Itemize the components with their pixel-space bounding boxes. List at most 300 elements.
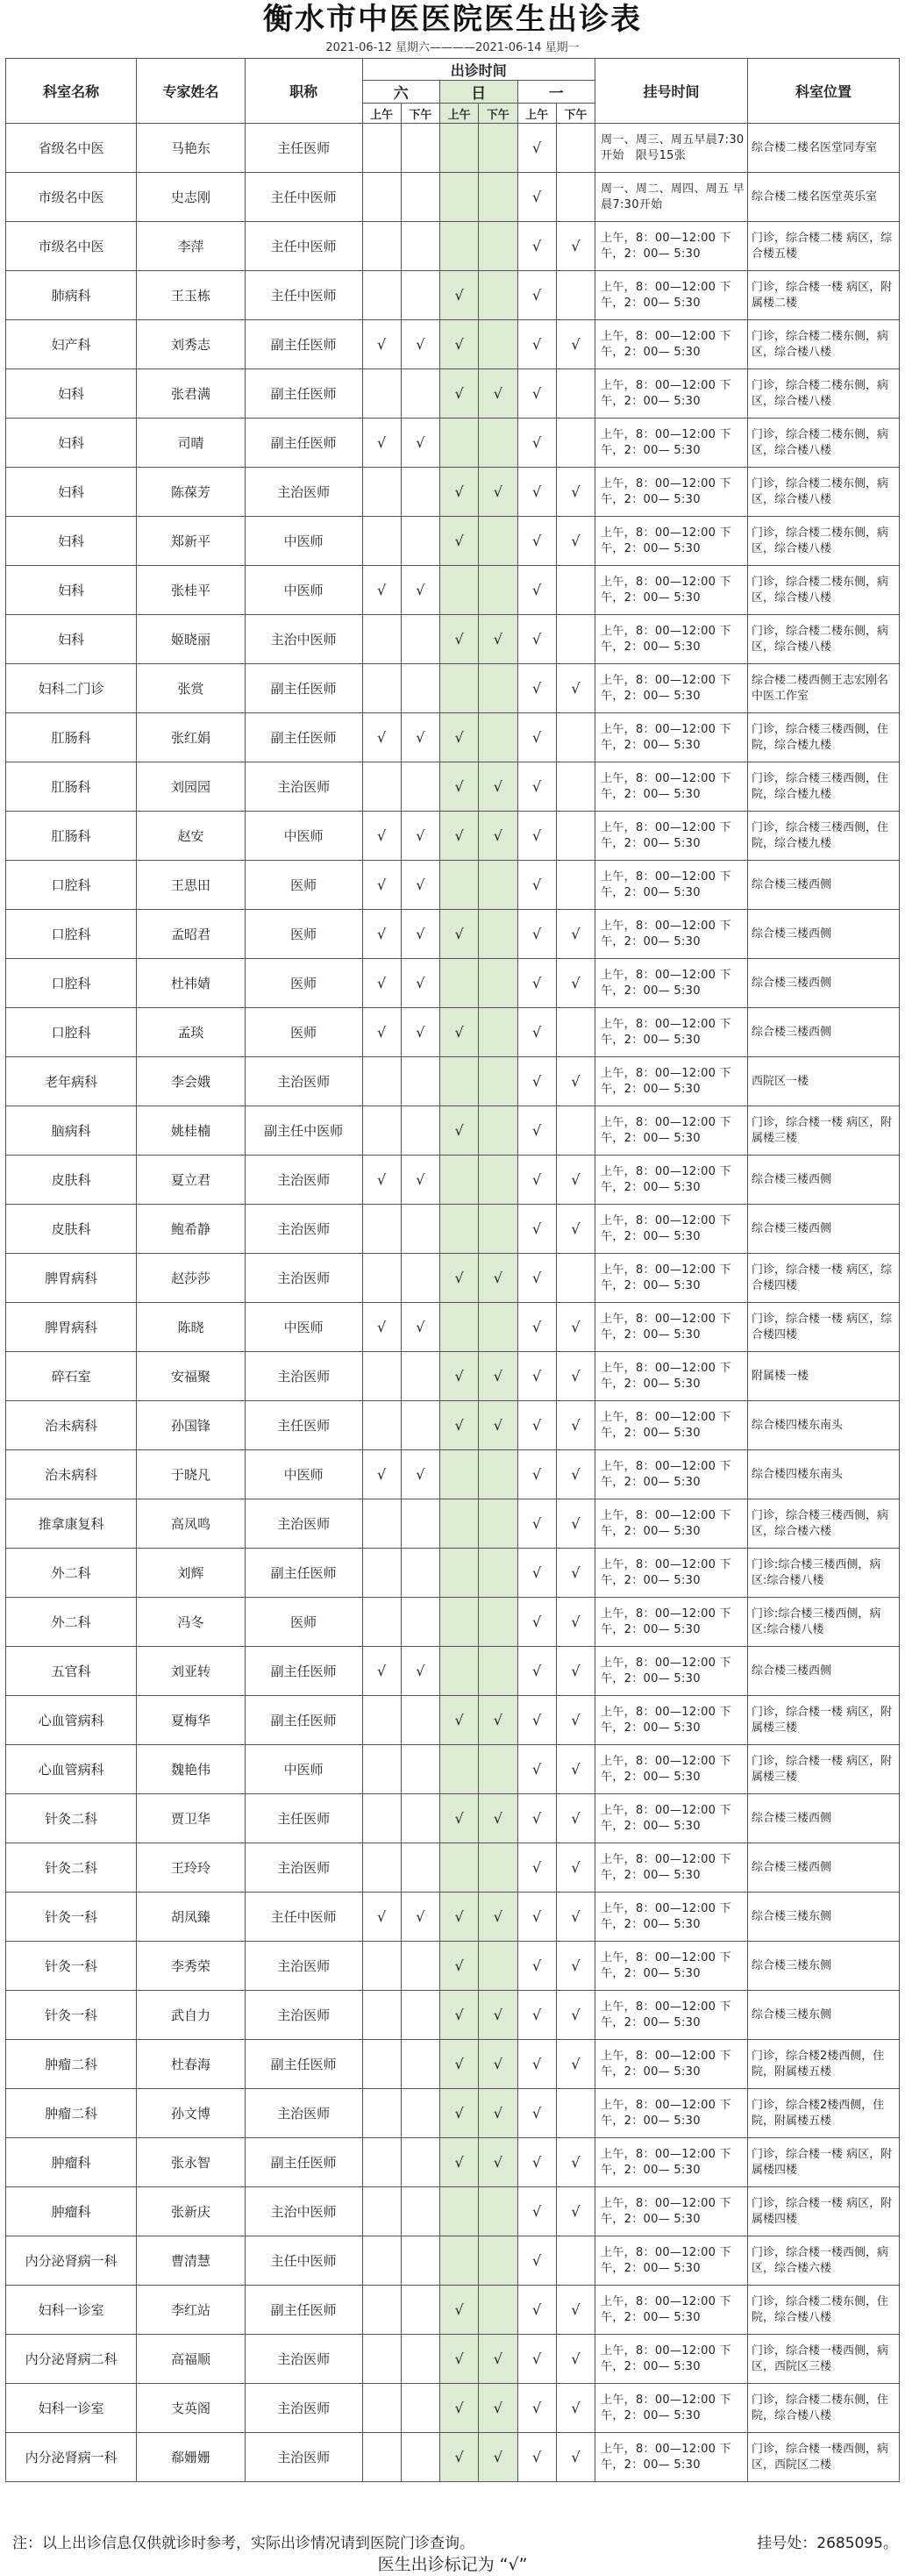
location-cell: 门诊，综合楼二楼东侧，病区，综合楼八楼 [748, 517, 900, 566]
slot-mon-am-cell: √ [517, 369, 556, 419]
slot-sun-pm-cell: √ [479, 1696, 517, 1745]
reg-time-cell: 上午，8：00—12:00 下午，2：00— 5:30 [595, 1598, 748, 1647]
slot-sun-pm-cell [479, 124, 517, 173]
doctor-cell: 郑新平 [137, 517, 246, 566]
table-row [6, 1549, 900, 1598]
slot-mon-pm-cell: √ [556, 1205, 595, 1254]
dept-cell: 口腔科 [6, 910, 137, 959]
location-cell: 门诊，综合楼一楼西侧，病区，西院区三楼 [748, 2335, 900, 2384]
slot-mon-pm-cell: √ [556, 2286, 595, 2335]
table-row [6, 1352, 900, 1401]
slot-mon-am-cell: √ [517, 2384, 556, 2433]
slot-sun-am-cell [440, 1745, 479, 1794]
slot-sat-am-cell [362, 615, 401, 664]
slot-sun-pm-cell [479, 2286, 517, 2335]
slot-sun-am-cell [440, 1303, 479, 1352]
reg-time-cell: 上午，8：00—12:00 下午，2：00— 5:30 [595, 2138, 748, 2187]
slot-mon-pm-cell: √ [556, 2384, 595, 2433]
rank-cell: 中医师 [245, 1303, 362, 1352]
dept-cell: 针灸二科 [6, 1843, 137, 1893]
reg-time-cell: 上午，8：00—12:00 下午，2：00— 5:30 [595, 1843, 748, 1893]
location-cell: 门诊，综合楼一楼 病区，附属楼三楼 [748, 1106, 900, 1156]
slot-sat-pm-cell [401, 1843, 439, 1893]
dept-cell: 外二科 [6, 1598, 137, 1647]
table-row [6, 173, 900, 222]
table-row [6, 566, 900, 615]
rank-cell: 主任医师 [245, 1794, 362, 1843]
slot-sun-pm-cell: √ [479, 1893, 517, 1942]
slot-mon-am-cell: √ [517, 1008, 556, 1057]
location-cell: 门诊，综合楼三楼西侧，住院，综合楼九楼 [748, 713, 900, 762]
slot-sun-pm-cell [479, 1942, 517, 1991]
slot-sun-pm-cell: √ [479, 1254, 517, 1303]
rank-cell: 副主任医师 [245, 419, 362, 468]
reg-time-cell: 上午，8：00—12:00 下午，2：00— 5:30 [595, 468, 748, 517]
page-title: 衡水市中医医院医生出诊表 [263, 2, 642, 37]
table-row [6, 2384, 900, 2433]
slot-sun-pm-cell [479, 959, 517, 1008]
slot-sun-am-cell: √ [440, 1991, 479, 2040]
table-row [6, 124, 900, 173]
slot-mon-pm-cell: √ [556, 1057, 595, 1106]
slot-sun-am-cell [440, 1450, 479, 1499]
slot-sat-am-cell [362, 271, 401, 320]
slot-sat-pm-cell [401, 2286, 439, 2335]
slot-sun-pm-cell [479, 1745, 517, 1794]
slot-mon-pm-cell: √ [556, 2433, 595, 2482]
dept-cell: 妇科一诊室 [6, 2286, 137, 2335]
doctor-cell: 赵安 [137, 812, 246, 861]
slot-mon-pm-cell: √ [556, 1450, 595, 1499]
rank-cell: 主治医师 [245, 762, 362, 812]
header-doctor: 专家姓名 [137, 59, 246, 124]
slot-sat-pm-cell [401, 1696, 439, 1745]
slot-sun-am-cell: √ [440, 2286, 479, 2335]
header-dept: 科室名称 [6, 59, 137, 124]
header-mon-pm: 下午 [556, 104, 595, 124]
location-cell: 综合楼三楼西侧 [748, 1205, 900, 1254]
slot-sun-pm-cell: √ [479, 812, 517, 861]
slot-sun-am-cell: √ [440, 713, 479, 762]
table-row [6, 664, 900, 713]
header-sun-am: 上午 [440, 104, 479, 124]
slot-sun-am-cell: √ [440, 1254, 479, 1303]
table-row [6, 419, 900, 468]
date-range: 2021-06-12 星期六————2021-06-14 星期一 [325, 41, 580, 54]
footer-legend: 医生出诊标记为 “√” [377, 2555, 528, 2574]
slot-sat-am-cell: √ [362, 1893, 401, 1942]
slot-mon-am-cell: √ [517, 1106, 556, 1156]
dept-cell: 妇科二门诊 [6, 664, 137, 713]
rank-cell: 主治医师 [245, 1254, 362, 1303]
slot-mon-am-cell: √ [517, 2286, 556, 2335]
doctor-cell: 姬晓丽 [137, 615, 246, 664]
rank-cell: 医师 [245, 1008, 362, 1057]
slot-mon-pm-cell: √ [556, 2138, 595, 2187]
dept-cell: 针灸一科 [6, 1893, 137, 1942]
rank-cell: 主治医师 [245, 2089, 362, 2138]
doctor-cell: 李红站 [137, 2286, 246, 2335]
slot-sat-am-cell [362, 124, 401, 173]
slot-sat-am-cell [362, 2187, 401, 2236]
slot-mon-pm-cell [556, 2236, 595, 2286]
rank-cell: 主任中医师 [245, 2236, 362, 2286]
slot-sun-am-cell: √ [440, 1008, 479, 1057]
slot-mon-pm-cell: √ [556, 1843, 595, 1893]
rank-cell: 主治医师 [245, 2384, 362, 2433]
reg-time-cell: 上午，8：00—12:00 下午，2：00— 5:30 [595, 2236, 748, 2286]
slot-sat-pm-cell: √ [401, 812, 439, 861]
table-row [6, 713, 900, 762]
slot-sun-am-cell: √ [440, 517, 479, 566]
slot-mon-am-cell: √ [517, 517, 556, 566]
table-row [6, 1254, 900, 1303]
reg-time-cell: 上午，8：00—12:00 下午，2：00— 5:30 [595, 222, 748, 271]
slot-sat-pm-cell: √ [401, 713, 439, 762]
dept-cell: 肺病科 [6, 271, 137, 320]
slot-sat-pm-cell [401, 1598, 439, 1647]
slot-sat-pm-cell [401, 615, 439, 664]
slot-sun-pm-cell [479, 173, 517, 222]
reg-time-cell: 上午，8：00—12:00 下午，2：00— 5:30 [595, 861, 748, 910]
slot-mon-am-cell: √ [517, 713, 556, 762]
slot-mon-am-cell: √ [517, 320, 556, 369]
table-row [6, 1008, 900, 1057]
table-row [6, 2089, 900, 2138]
location-cell: 门诊，综合楼二楼东侧，病区，综合楼八楼 [748, 320, 900, 369]
slot-sat-pm-cell: √ [401, 1647, 439, 1696]
rank-cell: 副主任医师 [245, 369, 362, 419]
table-row [6, 369, 900, 419]
slot-mon-am-cell: √ [517, 1696, 556, 1745]
slot-mon-pm-cell: √ [556, 1794, 595, 1843]
slot-sun-pm-cell [479, 2236, 517, 2286]
slot-sat-pm-cell [401, 517, 439, 566]
table-row [6, 222, 900, 271]
slot-sun-pm-cell [479, 1450, 517, 1499]
doctor-cell: 支英阁 [137, 2384, 246, 2433]
slot-sat-pm-cell: √ [401, 1008, 439, 1057]
doctor-cell: 李会娥 [137, 1057, 246, 1106]
rank-cell: 副主任医师 [245, 664, 362, 713]
slot-sat-am-cell [362, 2089, 401, 2138]
doctor-cell: 张红娟 [137, 713, 246, 762]
slot-mon-pm-cell: √ [556, 1647, 595, 1696]
rank-cell: 医师 [245, 1598, 362, 1647]
slot-sun-am-cell [440, 1843, 479, 1893]
dept-cell: 口腔科 [6, 959, 137, 1008]
table-row [6, 2138, 900, 2187]
dept-cell: 心血管病科 [6, 1745, 137, 1794]
reg-time-cell: 上午，8：00—12:00 下午，2：00— 5:30 [595, 1254, 748, 1303]
slot-mon-pm-cell: √ [556, 1352, 595, 1401]
table-row [6, 1303, 900, 1352]
table-row [6, 615, 900, 664]
slot-sat-am-cell [362, 173, 401, 222]
slot-mon-am-cell: √ [517, 2138, 556, 2187]
slot-sat-am-cell: √ [362, 910, 401, 959]
doctor-cell: 高凤鸣 [137, 1499, 246, 1549]
slot-mon-am-cell: √ [517, 861, 556, 910]
slot-sun-am-cell: √ [440, 1794, 479, 1843]
dept-cell: 市级名中医 [6, 173, 137, 222]
slot-mon-am-cell: √ [517, 173, 556, 222]
rank-cell: 主任医师 [245, 1401, 362, 1450]
reg-time-cell: 上午，8：00—12:00 下午，2：00— 5:30 [595, 1549, 748, 1598]
location-cell: 综合楼三楼西侧 [748, 1008, 900, 1057]
slot-sun-pm-cell: √ [479, 1352, 517, 1401]
dept-cell: 肿瘤科 [6, 2187, 137, 2236]
slot-sat-pm-cell: √ [401, 861, 439, 910]
doctor-cell: 杜祎婧 [137, 959, 246, 1008]
slot-sun-pm-cell [479, 910, 517, 959]
slot-sat-am-cell [362, 1745, 401, 1794]
doctor-cell: 孟琰 [137, 1008, 246, 1057]
table-row [6, 2286, 900, 2335]
slot-sat-pm-cell [401, 2335, 439, 2384]
slot-sat-am-cell [362, 1254, 401, 1303]
rank-cell: 副主任医师 [245, 713, 362, 762]
schedule-rows [6, 124, 900, 2482]
dept-cell: 针灸一科 [6, 1942, 137, 1991]
rank-cell: 主治医师 [245, 1352, 362, 1401]
reg-time-cell: 上午，8：00—12:00 下午，2：00— 5:30 [595, 812, 748, 861]
slot-sat-pm-cell [401, 2089, 439, 2138]
doctor-cell: 刘辉 [137, 1549, 246, 1598]
doctor-cell: 孙文博 [137, 2089, 246, 2138]
slot-sun-pm-cell: √ [479, 1991, 517, 2040]
slot-mon-pm-cell [556, 271, 595, 320]
slot-sun-am-cell: √ [440, 1401, 479, 1450]
slot-mon-pm-cell: √ [556, 1696, 595, 1745]
rank-cell: 主治医师 [245, 2433, 362, 2482]
slot-mon-pm-cell: √ [556, 959, 595, 1008]
slot-sat-pm-cell: √ [401, 910, 439, 959]
location-cell: 门诊，综合楼二楼东侧，病区，综合楼八楼 [748, 468, 900, 517]
slot-sat-am-cell [362, 1598, 401, 1647]
slot-mon-pm-cell [556, 812, 595, 861]
location-cell: 门诊，综合楼二楼东侧，病区，综合楼八楼 [748, 566, 900, 615]
slot-sun-am-cell: √ [440, 2089, 479, 2138]
header-sunday: 日 [440, 81, 518, 104]
slot-sat-am-cell [362, 1991, 401, 2040]
dept-cell: 肛肠科 [6, 713, 137, 762]
table-row [6, 1057, 900, 1106]
slot-mon-pm-cell: √ [556, 2040, 595, 2089]
slot-sun-am-cell [440, 1156, 479, 1205]
reg-time-cell: 周一、周二、周四、周五 早晨7:30开始 [595, 173, 748, 222]
slot-sat-pm-cell [401, 222, 439, 271]
doctor-cell: 魏艳伟 [137, 1745, 246, 1794]
location-cell: 门诊，综合楼一楼 病区，附属楼四楼 [748, 2138, 900, 2187]
table-row [6, 910, 900, 959]
slot-sat-pm-cell [401, 664, 439, 713]
reg-time-cell: 上午，8：00—12:00 下午，2：00— 5:30 [595, 615, 748, 664]
slot-sun-pm-cell: √ [479, 2138, 517, 2187]
slot-mon-am-cell: √ [517, 812, 556, 861]
reg-time-cell: 上午，8：00—12:00 下午，2：00— 5:30 [595, 1647, 748, 1696]
rank-cell: 副主任医师 [245, 2040, 362, 2089]
rank-cell: 主任中医师 [245, 271, 362, 320]
location-cell: 综合楼三楼西侧 [748, 1843, 900, 1893]
slot-sun-pm-cell [479, 1156, 517, 1205]
slot-sun-am-cell [440, 1205, 479, 1254]
location-cell: 西院区一楼 [748, 1057, 900, 1106]
slot-sun-am-cell [440, 959, 479, 1008]
slot-sun-am-cell [440, 664, 479, 713]
doctor-cell: 孙国锋 [137, 1401, 246, 1450]
dept-cell: 妇产科 [6, 320, 137, 369]
doctor-cell: 张永智 [137, 2138, 246, 2187]
slot-sat-am-cell [362, 1401, 401, 1450]
table-row [6, 812, 900, 861]
slot-sat-am-cell: √ [362, 959, 401, 1008]
slot-sun-pm-cell [479, 1499, 517, 1549]
reg-time-cell: 上午，8：00—12:00 下午，2：00— 5:30 [595, 1008, 748, 1057]
table-row [6, 1942, 900, 1991]
rank-cell: 主治医师 [245, 1057, 362, 1106]
slot-sat-pm-cell: √ [401, 1893, 439, 1942]
doctor-cell: 鲍希静 [137, 1205, 246, 1254]
reg-time-cell: 上午，8：00—12:00 下午，2：00— 5:30 [595, 910, 748, 959]
reg-time-cell: 上午，8：00—12:00 下午，2：00— 5:30 [595, 713, 748, 762]
rank-cell: 中医师 [245, 812, 362, 861]
slot-sat-pm-cell: √ [401, 320, 439, 369]
table-row [6, 1598, 900, 1647]
slot-mon-am-cell: √ [517, 2187, 556, 2236]
header-reg-time: 挂号时间 [595, 59, 748, 124]
slot-sat-pm-cell [401, 1745, 439, 1794]
slot-mon-am-cell: √ [517, 2236, 556, 2286]
slot-sat-am-cell: √ [362, 861, 401, 910]
slot-sat-am-cell: √ [362, 1647, 401, 1696]
slot-sun-pm-cell: √ [479, 2040, 517, 2089]
reg-time-cell: 上午，8：00—12:00 下午，2：00— 5:30 [595, 320, 748, 369]
slot-sun-pm-cell: √ [479, 2384, 517, 2433]
slot-sun-am-cell: √ [440, 1942, 479, 1991]
location-cell: 门诊，综合楼一楼 病区，附属楼三楼 [748, 1745, 900, 1794]
rank-cell: 中医师 [245, 1450, 362, 1499]
table-row [6, 1401, 900, 1450]
footer-note: 注：以上出诊信息仅供就诊时参考，实际出诊情况请到医院门诊查询。 [12, 2535, 474, 2552]
slot-sat-am-cell [362, 1549, 401, 1598]
slot-sun-am-cell: √ [440, 1352, 479, 1401]
reg-time-cell: 周一、周三、周五早晨7:30开始 限号15张 [595, 124, 748, 173]
slot-sun-pm-cell [479, 1549, 517, 1598]
reg-time-cell: 上午，8：00—12:00 下午，2：00— 5:30 [595, 566, 748, 615]
doctor-cell: 王思田 [137, 861, 246, 910]
table-row [6, 1843, 900, 1893]
slot-mon-am-cell: √ [517, 1647, 556, 1696]
rank-cell: 主治医师 [245, 1843, 362, 1893]
slot-mon-pm-cell: √ [556, 1401, 595, 1450]
location-cell: 门诊，综合楼2楼西侧，住院，附属楼五楼 [748, 2040, 900, 2089]
table-row [6, 2335, 900, 2384]
slot-mon-pm-cell: √ [556, 1156, 595, 1205]
dept-cell: 脑病科 [6, 1106, 137, 1156]
doctor-cell: 赵莎莎 [137, 1254, 246, 1303]
slot-mon-am-cell: √ [517, 959, 556, 1008]
rank-cell: 中医师 [245, 517, 362, 566]
reg-time-cell: 上午，8：00—12:00 下午，2：00— 5:30 [595, 1499, 748, 1549]
table-row [6, 271, 900, 320]
dept-cell: 妇科 [6, 468, 137, 517]
doctor-cell: 杜春海 [137, 2040, 246, 2089]
location-cell: 综合楼三楼东侧 [748, 1893, 900, 1942]
rank-cell: 主任中医师 [245, 1893, 362, 1942]
dept-cell: 外二科 [6, 1549, 137, 1598]
slot-sat-am-cell [362, 222, 401, 271]
rank-cell: 主治医师 [245, 468, 362, 517]
doctor-cell: 陈葆芳 [137, 468, 246, 517]
rank-cell: 副主任医师 [245, 1549, 362, 1598]
slot-sun-am-cell: √ [440, 615, 479, 664]
slot-sat-am-cell [362, 1352, 401, 1401]
location-cell: 门诊，综合楼二楼东侧，病区，综合楼八楼 [748, 615, 900, 664]
slot-sun-am-cell: √ [440, 910, 479, 959]
dept-cell: 肛肠科 [6, 762, 137, 812]
slot-mon-am-cell: √ [517, 1598, 556, 1647]
location-cell: 门诊，综合楼二楼东侧，住院，综合楼八楼 [748, 2286, 900, 2335]
slot-mon-pm-cell [556, 419, 595, 468]
location-cell: 门诊，综合楼二楼东侧，病区，综合楼八楼 [748, 369, 900, 419]
slot-sat-am-cell [362, 1205, 401, 1254]
reg-time-cell: 上午，8：00—12:00 下午，2：00— 5:30 [595, 2384, 748, 2433]
slot-sat-pm-cell [401, 2433, 439, 2482]
slot-sun-am-cell: √ [440, 271, 479, 320]
location-cell: 综合楼三楼西侧 [748, 1156, 900, 1205]
slot-sun-am-cell [440, 2187, 479, 2236]
slot-mon-pm-cell: √ [556, 1598, 595, 1647]
slot-mon-am-cell: √ [517, 1450, 556, 1499]
slot-sun-am-cell [440, 566, 479, 615]
table-row [6, 1450, 900, 1499]
slot-sat-am-cell [362, 2433, 401, 2482]
slot-sat-pm-cell [401, 2187, 439, 2236]
table-row [6, 2040, 900, 2089]
slot-sat-am-cell [362, 1696, 401, 1745]
slot-mon-am-cell: √ [517, 615, 556, 664]
location-cell: 综合楼四楼东南头 [748, 1401, 900, 1450]
slot-sat-pm-cell [401, 2138, 439, 2187]
doctor-cell: 李秀荣 [137, 1942, 246, 1991]
slot-sat-am-cell: √ [362, 812, 401, 861]
dept-cell: 皮肤科 [6, 1205, 137, 1254]
dept-cell: 妇科 [6, 419, 137, 468]
rank-cell: 主任中医师 [245, 222, 362, 271]
location-cell: 门诊，综合楼一楼 病区，附属楼二楼 [748, 271, 900, 320]
reg-time-cell: 上午，8：00—12:00 下午，2：00— 5:30 [595, 1696, 748, 1745]
dept-cell: 五官科 [6, 1647, 137, 1696]
table-row [6, 1499, 900, 1549]
slot-mon-am-cell: √ [517, 1794, 556, 1843]
slot-mon-am-cell: √ [517, 1401, 556, 1450]
location-cell: 综合楼三楼东侧 [748, 1942, 900, 1991]
header-sun-pm: 下午 [479, 104, 517, 124]
slot-sat-pm-cell [401, 1499, 439, 1549]
table-row [6, 1991, 900, 2040]
location-cell: 附属楼一楼 [748, 1352, 900, 1401]
slot-sat-am-cell [362, 762, 401, 812]
registration-hotline: 挂号处：2685095。 [757, 2535, 898, 2552]
slot-sun-am-cell [440, 861, 479, 910]
doctor-cell: 马艳东 [137, 124, 246, 173]
slot-sun-am-cell [440, 1647, 479, 1696]
slot-sun-am-cell: √ [440, 1893, 479, 1942]
slot-sat-am-cell: √ [362, 1008, 401, 1057]
doctor-cell: 陈晓 [137, 1303, 246, 1352]
header-schedule: 出诊时间 [362, 59, 595, 81]
